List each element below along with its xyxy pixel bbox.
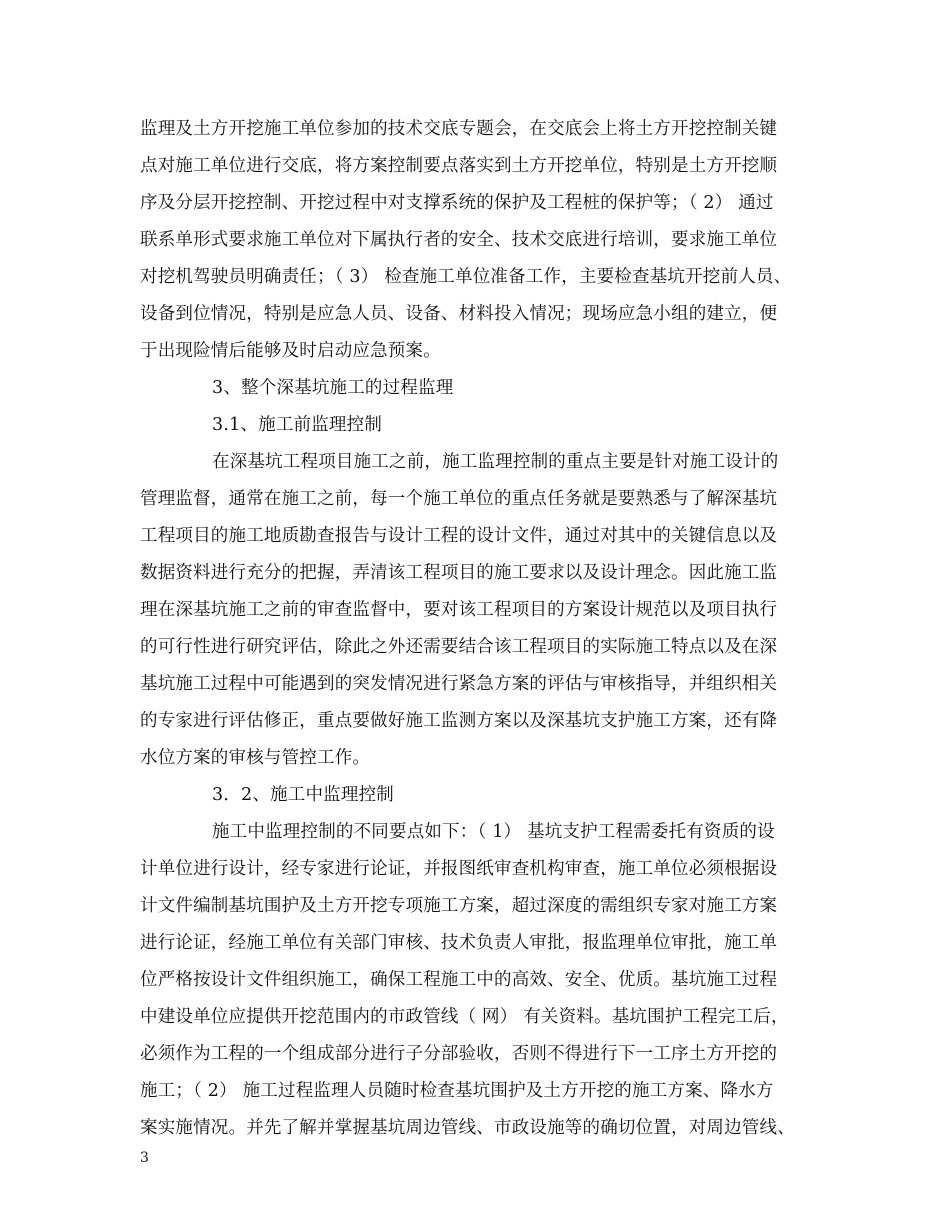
text-line-21: 计单位进行设计，经专家进行论证，并报图纸审查机构审查，施工单位必须根据设 [140, 859, 778, 879]
paragraph-first-line: 在深基坑工程项目施工之前，施工监理控制的重点主要是针对施工设计的 [212, 452, 779, 472]
text-line-24: 位严格按设计文件组织施工，确保工程施工中的高效、安全、优质。基坑施工过程 [140, 970, 778, 990]
text-line-2: 点对施工单位进行交底，将方案控制要点落实到土方开挖单位，特别是土方开挖顺 [140, 156, 778, 176]
text-line-18: 水位方案的审核与管控工作。 [140, 748, 371, 768]
text-line-28: 案实施情况。并先了解并掌握基坑周边管线、市政设施等的确切位置，对周边管线、 [140, 1118, 795, 1138]
text-line-5: 对挖机驾驶员明确责任；（ 3） 检查施工单位准备工作，主要检查基坑开挖前人员、 [140, 267, 792, 287]
subsection-heading-3-1: 3.1、施工前监理控制 [212, 415, 383, 435]
text-line-1: 监理及土方开挖施工单位参加的技术交底专题会，在交底会上将土方开挖控制关键 [140, 119, 778, 139]
text-line-11: 管理监督，通常在施工之前，每一个施工单位的重点任务就是要熟悉与了解深基坑 [140, 489, 778, 509]
text-line-7: 于出现险情后能够及时启动应急预案。 [140, 341, 441, 361]
text-line-6: 设备到位情况，特别是应急人员、设备、材料投入情况；现场应急小组的建立，便 [140, 304, 778, 324]
paragraph-first-line: 施工中监理控制的不同要点如下：（ 1） 基坑支护工程需委托有资质的设 [212, 822, 775, 842]
text-line-26: 必须作为工程的一个组成部分进行子分部验收，否则不得进行下一工序土方开挖的 [140, 1044, 778, 1064]
text-line-3: 序及分层开挖控制、开挖过程中对支撑系统的保护及工程桩的保护等；（ 2） 通过 [140, 193, 774, 213]
page-number: 3 [140, 1150, 149, 1166]
text-line-16: 基坑施工过程中可能遇到的突发情况进行紧急方案的评估与审核指导，并组织相关 [140, 674, 778, 694]
subsection-heading-3-2: 3．2、施工中监理控制 [212, 785, 394, 805]
text-line-25: 中建设单位应提供开挖范围内的市政管线（ 网） 有关资料。基坑围护工程完工后， [140, 1007, 789, 1027]
text-line-22: 计文件编制基坑围护及土方开挖专项施工方案，超过深度的需组织专家对施工方案 [140, 896, 778, 916]
text-line-14: 理在深基坑施工之前的审查监督中，要对该工程项目的方案设计规范以及项目执行 [140, 600, 778, 620]
text-line-13: 数据资料进行充分的把握，弄清该工程项目的施工要求以及设计理念。因此施工监 [140, 563, 778, 583]
text-line-27: 施工；（ 2） 施工过程监理人员随时检查基坑围护及土方开挖的施工方案、降水方 [140, 1081, 774, 1101]
section-heading-3: 3、整个深基坑施工的过程监理 [212, 378, 454, 398]
text-line-12: 工程项目的施工地质勘查报告与设计工程的设计文件，通过对其中的关键信息以及 [140, 526, 778, 546]
text-line-23: 进行论证，经施工单位有关部门审核、技术负责人审批，报监理单位审批，施工单 [140, 933, 778, 953]
text-line-4: 联系单形式要求施工单位对下属执行者的安全、技术交底进行培训，要求施工单位 [140, 230, 778, 250]
text-line-15: 的可行性进行研究评估，除此之外还需要结合该工程项目的实际施工特点以及在深 [140, 637, 778, 657]
text-line-17: 的专家进行评估修正，重点要做好施工监测方案以及深基坑支护施工方案，还有降 [140, 711, 778, 731]
